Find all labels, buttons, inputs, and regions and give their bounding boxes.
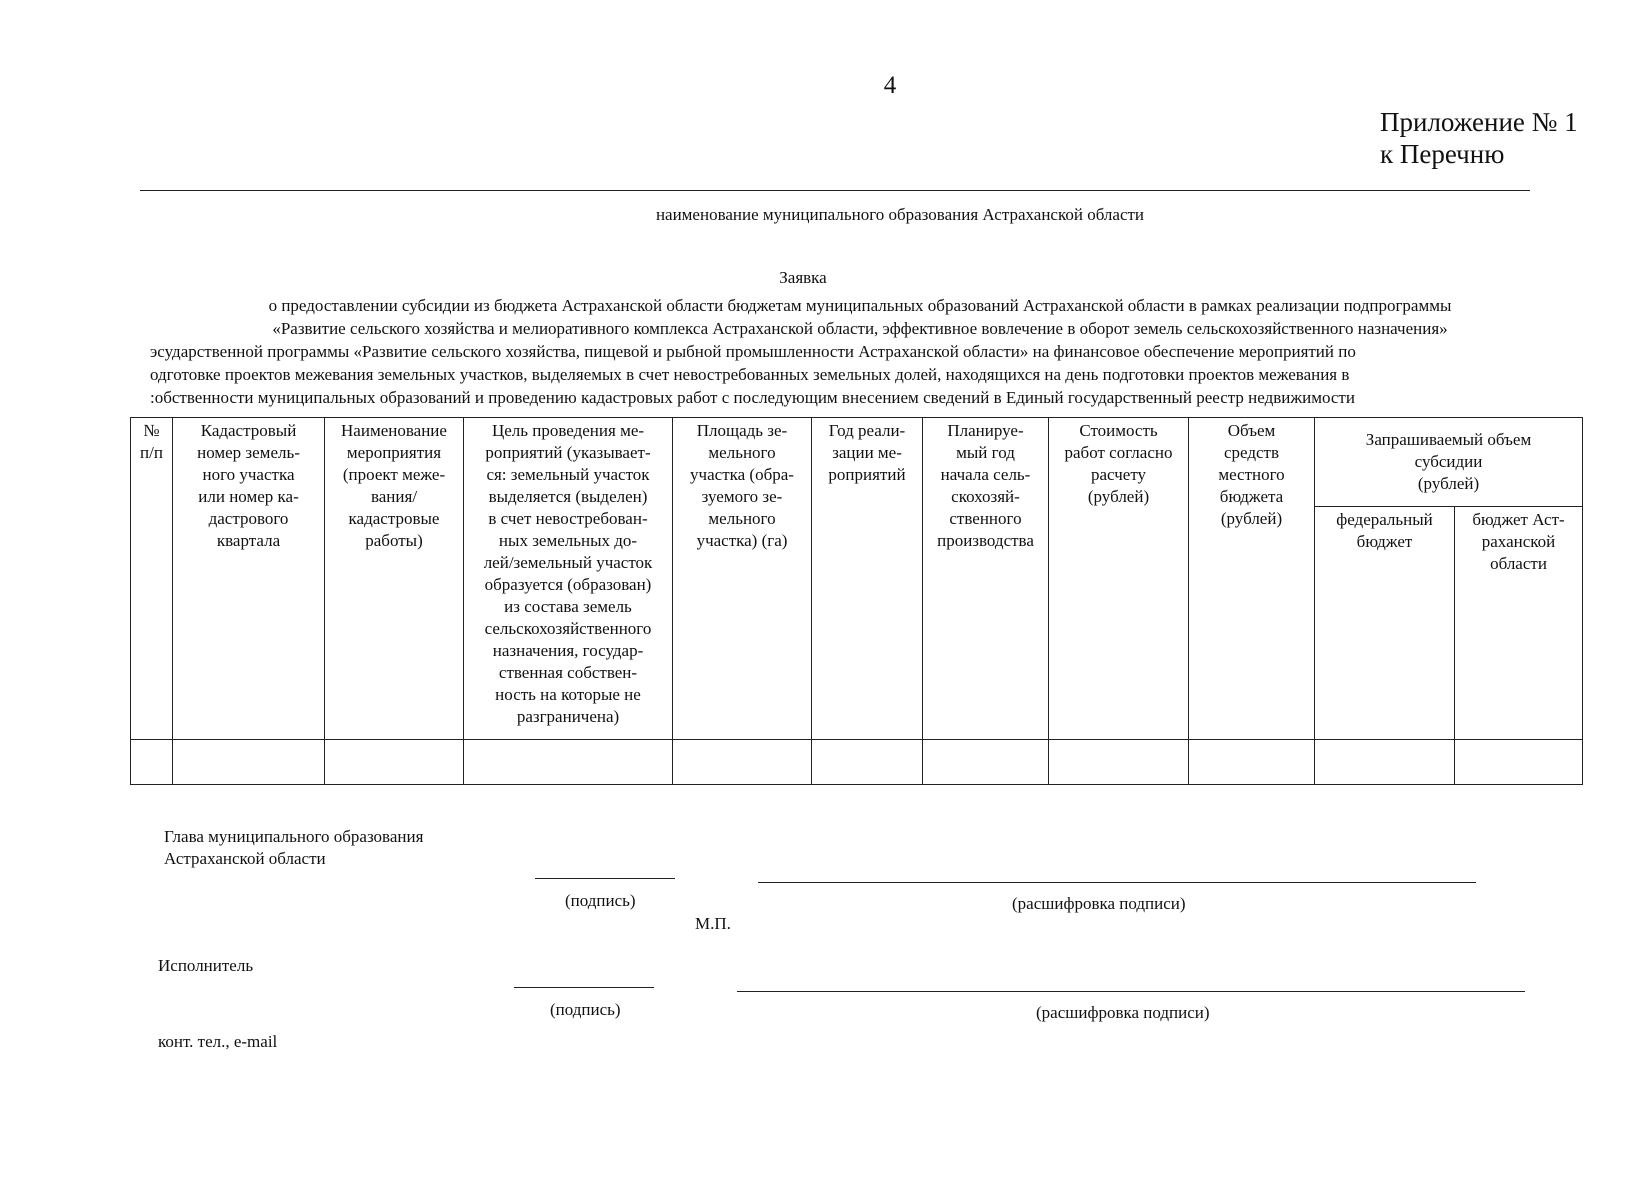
municipality-name-line bbox=[140, 190, 1530, 191]
description-line: о предоставлении субсидии из бюджета Астраханской области бюджетам муниципальных образований Астраханской области в рамках реализации подпрограммы bbox=[268, 296, 1452, 315]
table-cell[interactable] bbox=[1189, 740, 1315, 785]
description-line: «Развитие сельского хозяйства и мелиоративного комплекса Астраханской области, эффективное вовлечение в оборот земель сельскохозяйственного назначения» bbox=[272, 319, 1448, 338]
table-cell[interactable] bbox=[923, 740, 1049, 785]
request-table bbox=[130, 417, 1583, 785]
table-cell[interactable] bbox=[464, 740, 673, 785]
table-row bbox=[131, 740, 1583, 785]
col-cadastral-number-header: Кадастровый номер земель- ного участка или номер ка- дастрового квартала bbox=[173, 418, 325, 740]
executor-signature-decode-line[interactable] bbox=[737, 991, 1525, 992]
head-decode-caption: (расшифровка подписи) bbox=[1012, 894, 1186, 913]
description-line: одготовке проектов межевания земельных участков, выделяемых в счет невостребованных земельных долей, находящихся на день подготовки проектов межевания в bbox=[150, 365, 1350, 384]
head-of-municipality-label: Глава муниципального образования Астраханской области bbox=[164, 827, 424, 868]
head-signature-decode-line[interactable] bbox=[758, 882, 1476, 883]
table-cell[interactable] bbox=[173, 740, 325, 785]
table-cell[interactable] bbox=[1049, 740, 1189, 785]
description-line: эсударственной программы «Развитие сельского хозяйства, пищевой и рыбной промышленности Астраханской области» на финансовое обеспечение мероприятий по bbox=[150, 342, 1356, 361]
document-description bbox=[150, 294, 1570, 409]
col-regional-budget-header: бюджет Аст- раханской области bbox=[1455, 507, 1583, 740]
col-year-header: Год реали- зации ме- роприятий bbox=[812, 418, 923, 740]
executor-signature-line[interactable] bbox=[514, 987, 654, 988]
document-title: Заявка bbox=[779, 268, 827, 287]
col-purpose-header: Цель проведения ме- роприятий (указывает- ся: земельный участок выделяется (выделен) в счет невостребован- ных земельных до- лей/земельный участок образуется (образован) из состава земель сельскохозяйственного назначения, государ- ственная собствен- ность на которые не разграничена) bbox=[464, 418, 673, 740]
col-local-budget-header: Объем средств местного бюджета (рублей) bbox=[1189, 418, 1315, 740]
appendix-reference bbox=[1380, 106, 1578, 170]
description-line: :обственности муниципальных образований и проведению кадастровых работ с последующим внесением сведений в Единый государственный реестр недвижимости bbox=[150, 388, 1355, 407]
contact-label: конт. тел., e-mail bbox=[158, 1032, 278, 1051]
stamp-placeholder: М.П. bbox=[695, 914, 731, 933]
executor-decode-caption: (расшифровка подписи) bbox=[1036, 1003, 1210, 1022]
col-production-start-header: Планируе- мый год начала сель- скохозяй- ственного производства bbox=[923, 418, 1049, 740]
municipality-caption: наименование муниципального образования Астраханской области bbox=[655, 205, 1145, 224]
appendix-line-2: к Перечню bbox=[1380, 139, 1505, 169]
executor-label: Исполнитель bbox=[158, 956, 254, 975]
col-subsidy-group-header: Запрашиваемый объем субсидии (рублей) bbox=[1315, 418, 1583, 507]
table-cell[interactable] bbox=[131, 740, 173, 785]
table-cell[interactable] bbox=[325, 740, 464, 785]
table-cell[interactable] bbox=[673, 740, 812, 785]
table-cell[interactable] bbox=[812, 740, 923, 785]
head-signature-caption: (подпись) bbox=[565, 891, 636, 910]
table-cell[interactable] bbox=[1455, 740, 1583, 785]
head-signature-line[interactable] bbox=[535, 878, 675, 879]
page-number: 4 bbox=[883, 72, 897, 99]
col-activity-name-header: Наименование мероприятия (проект меже- вания/ кадастровые работы) bbox=[325, 418, 464, 740]
table-cell[interactable] bbox=[1315, 740, 1455, 785]
col-number-header: № п/п bbox=[131, 418, 173, 740]
col-federal-budget-header: федеральный бюджет bbox=[1315, 507, 1455, 740]
executor-signature-caption: (подпись) bbox=[550, 1000, 621, 1019]
appendix-line-1: Приложение № 1 bbox=[1380, 107, 1578, 137]
col-cost-header: Стоимость работ согласно расчету (рублей) bbox=[1049, 418, 1189, 740]
col-area-header: Площадь зе- мельного участка (обра- зуемого зе- мельного участка) (га) bbox=[673, 418, 812, 740]
